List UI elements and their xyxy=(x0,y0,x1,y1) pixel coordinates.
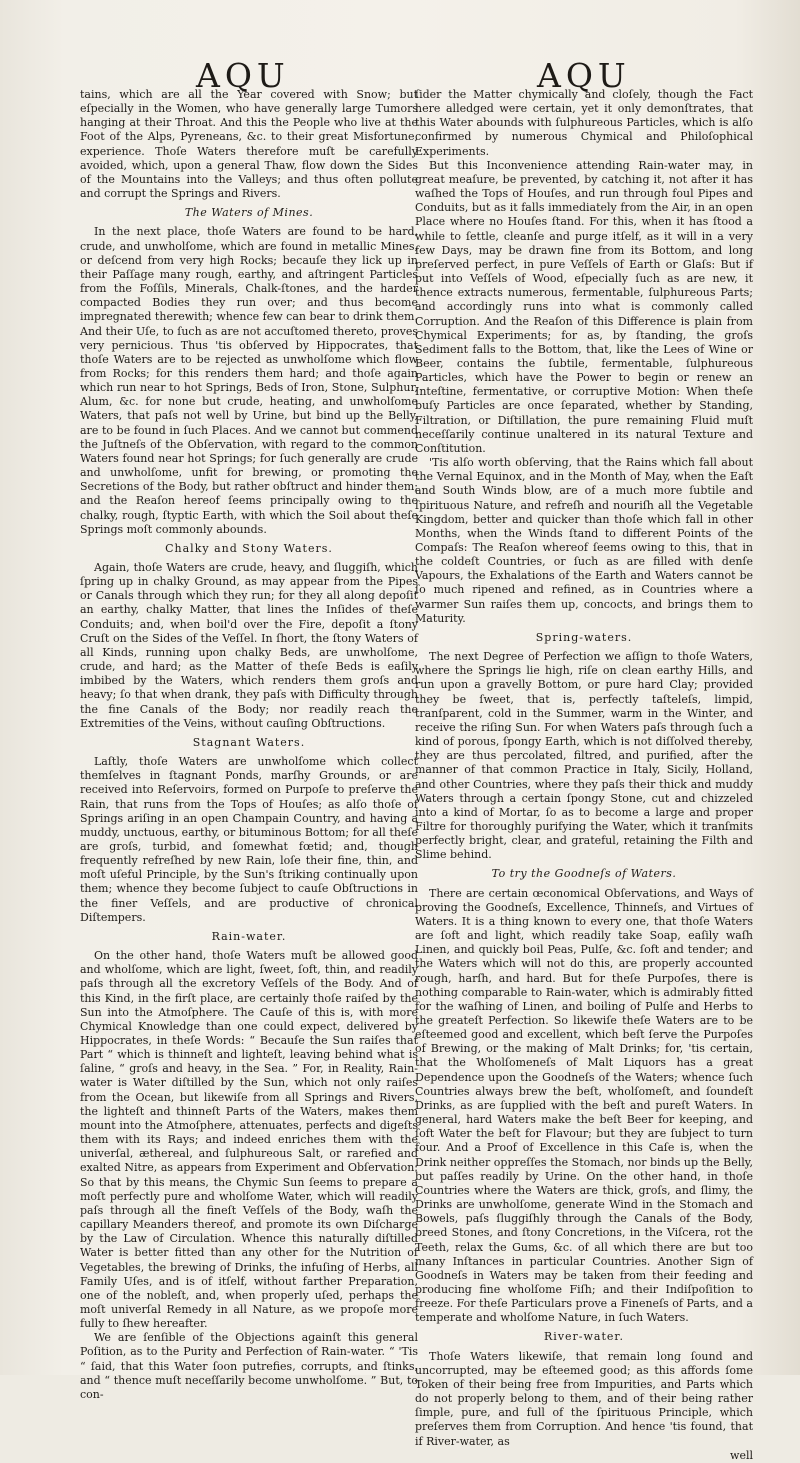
paragraph-rain-water: On the other hand, thoſe Waters muſt be allowed good and wholſome, which are light, ſweet, ſoft, thin, and readily paſs through all the excretory Veſſels of the Body. And of this Kind, in the firſt place, are certainly thoſe raiſed by the Sun into the Atmoſphere. The Cauſe of this is, with more Chymical Knowledge than one could expect, delivered by Hippocrates, in theſe Words: “ Becauſe the Sun raiſes that Part “ which is thinneſt and lighteſt, leaving behind what is ſaline, “ groſs and heavy, in the Sea. ” For, in Reality, Rain-water is Water diſtilled by the Sun, which not only raiſes from the Ocean, but likewiſe from all Springs and Rivers, the lighteſt and thinneſt Parts of the Waters, makes them mount into the Atmoſphere, attenuates, perfects and digeſts them with its Rays; and indeed enriches them with the univerſal, æthereal, and ſulphureous Salt, or rarefied and exalted Nitre, as appears from Experiment and Obſervation: So that by this means, the Chymic Sun ſeems to prepare a moſt perfectly pure and wholſome Water, which will readily paſs through all the fineſt Veſſels of the Body, waſh the capillary Meanders thereof, and promote its own Diſcharge by the Law of Circulation. Whence this naturally diſtilled Water is better fitted than any other for the Nutrition of Vegetables, the brewing of Drinks, the infuſing of Herbs, all Family Uſes, and is of itſelf, without farther Preparation, one of the nobleſt, and, when properly uſed, perhaps the moſt univerſal Remedy in all Nature, as we propoſe more fully to ſhew hereafter. xyxy=(80,949,418,1331)
paragraph-inconvenience: But this Inconvenience attending Rain-water may, in great meaſure, be prevented, by catching it, not after it has waſhed the Tops of Houſes, and run through foul Pipes and Conduits, but as it falls immediately from the Air, in an open Place where no Houſes ſtand. For this, when it has ſtood a while to ſettle, cleanſe and purge itſelf, as it will in a very few Days, may be drawn fine from its Bottom, and long preſerved perfect, in pure Veſſels of Earth or Glaſs: But if put into Veſſels of Wood, eſpecially ſuch as are new, it thence extracts numerous, fermentable, ſulphureous Parts; and accordingly runs into what is commonly called Corruption. And the Reaſon of this Difference is plain from Chymical Experiments; for as, by ſtanding, the groſs Sediment falls to the Bottom, that, like the Lees of Wine or Beer, contains the ſubtile, fermentable, ſulphureous Particles, which have the Power to begin or renew an Inteſtine, fermentative, or corruptive Motion: When theſe buſy Particles are once ſeparated, whether by Standing, Filtration, or Diſtillation, the pure remaining Fluid muſt neceſſarily continue unaltered in its natural Texture and Conſtitution. xyxy=(415,158,753,455)
paragraph-spring-waters: The next Degree of Perfection we aſſign to thoſe Waters, where the Springs lie high, riſe on clean earthy Hills, and run upon a gravelly Bottom, or pure hard Clay; provided they be ſweet, that is, perfectly taſteleſs, limpid, tranſparent, cold in the Summer, warm in the Winter, and receive the riſing Sun. For when Waters paſs through ſuch a kind of porous, ſpongy Earth, which is not diſſolved thereby, they are thus percolated, filtred, and purified, after the manner of that common Practice in Italy, Sicily, Holland, and other Countries, where they paſs their thick and muddy Waters through a certain ſpongy Stone, cut and chizzeled into a kind of Mortar, ſo as to become a large and proper Filtre for thoroughly purifying the Water, which it tranſmits perfectly bright, clear, and grateful, retaining the Filth and Slime behind. xyxy=(415,650,753,862)
heading-spring-waters: Spring-waters. xyxy=(535,630,633,644)
paragraph-vernal-equinox: 'Tis alſo worth obſerving, that the Rains which fall about the Vernal Equinox, and in the Month of May, when the Eaſt and South Winds blow, are of a much more ſubtile and ſpirituous Nature, and refreſh and nouriſh all the Vegetable Kingdom, better and quicker than thoſe which fall in other Months, when the Winds ſtand to different Points of the Compaſs: The Reaſon whereof ſeems owing to this, that in the coldeſt Countries, or ſuch as are filled with denſe Vapours, the Exhalations of the Earth and Waters cannot be ſo much ripened and refined, as in Countries where a warmer Sun raiſes them up, concocts, and brings them to Maturity. xyxy=(415,456,753,625)
heading-stagnant-waters: Stagnant Waters. xyxy=(192,735,306,749)
heading-rain-water: Rain-water. xyxy=(211,929,287,943)
paragraph-objections: We are ſenſible of the Objections againſt this general Poſition, as to the Purity and Perfection of Rain-water. “ 'Tis “ ſaid, that this Water ſoon putrefies, corrupts, and ſtinks, and “ thence muſt neceſſarily become unwholſome. ” But, to con- xyxy=(80,1331,418,1401)
heading-waters-of-mines: The Waters of Mines. xyxy=(184,206,314,220)
heading-goodness-of-waters: To try the Goodneſs of Waters. xyxy=(491,867,677,881)
paragraph-consider-chymically: ſider the Matter chymically and cloſely, though the Fact here alledged were certain, yet it only demonſtrates, that this Water abounds with ſulphureous Particles, which is alſo confirmed by numerous Chymical and Philoſophical Experiments. xyxy=(415,88,753,158)
paragraph-goodness-of-waters: There are certain œconomical Obſervations, and Ways of proving the Goodneſs, Excellence, Thinneſs, and Virtues of Waters. It is a thing known to every one, that thoſe Waters are ſoft and light, which readily take Soap, eaſily waſh Linen, and quickly boil Peas, Pulſe, &c. ſoft and tender; and the Waters which will not do this, are properly accounted rough, harſh, and hard. But for theſe Purpoſes, there is nothing comparable to Rain-water, which is admirably fitted for the waſhing of Linen, and boiling of Pulſe and Herbs to the greateſt Perfection. So likewiſe theſe Waters are to be eſteemed good and excellent, which beſt ſerve the Purpoſes of Brewing, or the making of Malt Drinks; for, 'tis certain, that the Wholſomeneſs of Malt Liquors has a great Dependence upon the Goodneſs of the Waters; whence ſuch Countries always brew the beſt, wholſomeſt, and ſoundeſt Drinks, as are ſupplied with the beſt and pureſt Waters. In general, hard Waters make the beſt Beer for keeping, and ſoft Water the beſt for Flavour; but they are ſubject to turn four. And a Proof of Excellence in this Caſe is, when the Drink neither oppreſſes the Stomach, nor binds up the Belly, but paſſes readily by Urine. On the other hand, in thoſe Countries where the Waters are thick, groſs, and ſlimy, the Drinks are unwholſome, generate Wind in the Stomach and Bowels, paſs ſluggiſhly through the Canals of the Body, breed Stones, and ſtony Concretions, in the Viſcera, rot the Teeth, relax the Gums, &c. of all which there are but too many Inſtances in particular Countries. Another Sign of Goodneſs in Waters may be taken from their feeding and producing fine wholſome Fiſh; and their Indiſpoſition to freeze. For theſe Particulars prove a Fineneſs of Parts, and a temperate and wholſome Nature, in ſuch Waters. xyxy=(415,886,753,1325)
paragraph-river-water: Thoſe Waters likewiſe, that remain long ſound and uncorrupted, may be eſteemed good; as this affords ſome Token of their being free from Impurities, and Parts which do not properly belong to them, and of their being rather ſimple, pure, and full of the ſpirituous Principle, which preſerves them from Corruption. And hence 'tis found, that if River-water, as xyxy=(415,1349,753,1448)
heading-chalky-stony-waters: Chalky and Stony Waters. xyxy=(165,541,333,555)
paragraph-waters-of-mines: In the next place, thoſe Waters are found to be hard, crude, and unwholſome, which are found in metallic Mines, or deſcend from very high Rocks; becauſe they lick up in their Paſſage many rough, earthy, and aſtringent Particles from the Foſſils, Minerals, Chalk-ſtones, and the harder compacted Bodies they run over; and thus become impregnated therewith; whence few can bear to drink them. And their Uſe, to ſuch as are not accuſtomed thereto, proves very pernicious. Thus 'tis obſerved by Hippocrates, that thoſe Waters are to be rejected as unwholſome which flow from Rocks; for this renders them hard; and thoſe again which run near to hot Springs, Beds of Iron, Stone, Sulphur, Alum, &c. for none but crude, heating, and unwholſome Waters, that paſs not well by Urine, but bind up the Belly, are to be found in ſuch Places. And we cannot but commend the Juſtneſs of the Obſervation, with regard to the common Waters found near hot Springs; for ſuch generally are crude and unwholſome, unfit for brewing, or promoting the Secretions of the Body, but rather obſtruct and hinder them; and the Reaſon hereof ſeems principally owing to the chalky, rough, ſtyptic Earth, with which the Soil about theſe Springs moſt commonly abounds. xyxy=(80,225,418,536)
heading-river-water: River-water. xyxy=(544,1330,624,1344)
paragraph-chalky-stony-waters: Again, thoſe Waters are crude, heavy, and ſluggiſh, which ſpring up in chalky Ground, as may appear from the Pipes or Canals through which they run; for they all along depoſit an earthy, chalky Matter, that lines the Inſides of theſe Conduits; and, when boil'd over the Fire, depoſit a ſtony Cruſt on the Sides of the Veſſel. In ſhort, the ſtony Waters of all Kinds, running upon chalky Beds, are unwholſome, crude, and hard; as the Matter of theſe Beds is eaſily imbibed by the Waters, which renders them groſs and heavy; ſo that when drank, they paſs with Difficulty through the fine Canals of the Body; nor readily reach the Extremities of the Veins, without cauſing Obſtructions. xyxy=(80,561,418,730)
left-column xyxy=(80,88,418,1402)
paragraph-stagnant-waters: Laſtly, thoſe Waters are unwholſome which collect themſelves in ſtagnant Ponds, marſhy Grounds, or are received into Reſervoirs, formed on Purpoſe to preſerve the Rain, that runs from the Tops of Houſes; as alſo thoſe of Springs ariſing in an open Champain Country, and having a muddy, unctuous, earthy, or bituminous Bottom; for all theſe are groſs, turbid, and ſomewhat fœtid; and, though frequently refreſhed by new Rain, loſe their fine, thin, and moſt uſeful Principle, by the Sun's ſtriking continually upon them; whence they become ſubject to cauſe Obſtructions in the finer Veſſels, and are productive of chronical Diſtempers. xyxy=(80,755,418,924)
running-head-right: AQU xyxy=(537,56,631,95)
catchword: well xyxy=(730,1448,753,1462)
running-head-left: AQU xyxy=(196,56,290,95)
paragraph-mountain-waters: tains, which are all the Year covered with Snow; but eſpecially in the Women, who have generally large Tumors hanging at their Throat. And this the People who live at the Foot of the Alps, Pyreneans, &c. to their great Misfortune, experience. Thoſe Waters therefore muſt be carefully avoided, which, upon a general Thaw, flow down the Sides of the Mountains into the Valleys; and thus often pollute and corrupt the Springs and Rivers. xyxy=(80,88,418,201)
right-column xyxy=(415,88,753,1463)
